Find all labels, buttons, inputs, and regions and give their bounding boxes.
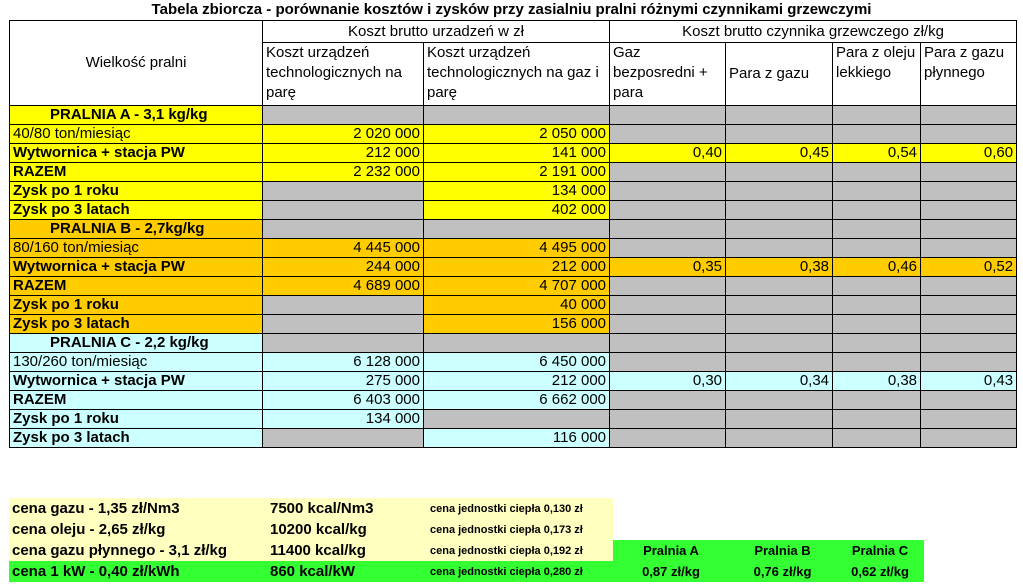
value-cell-g1: 0,35 xyxy=(610,258,726,277)
empty-cell xyxy=(921,277,1017,296)
row-label: RAZEM xyxy=(10,391,263,410)
value-cell-g4: 0,52 xyxy=(921,258,1017,277)
col-steam-oil-header: Para z oleju lekkiego xyxy=(833,43,921,106)
empty-cell xyxy=(263,106,424,125)
empty-cell xyxy=(726,334,833,353)
empty-cell xyxy=(726,410,833,429)
table-row xyxy=(10,163,1017,182)
value-cell-g3: 0,46 xyxy=(833,258,921,277)
price-row xyxy=(9,540,924,561)
value-cell-gas-steam: 40 000 xyxy=(424,296,610,315)
calorific-value: 11400 kcal/kg xyxy=(267,540,427,561)
empty-cell xyxy=(833,429,921,448)
empty-cell xyxy=(726,315,833,334)
row-label: RAZEM xyxy=(10,163,263,182)
row-label: Wytwornica + stacja PW xyxy=(10,258,263,277)
value-cell-steam: 2 020 000 xyxy=(263,125,424,144)
empty-cell xyxy=(833,163,921,182)
row-label: Zysk po 1 roku xyxy=(10,410,263,429)
value-cell-gas-steam: 2 050 000 xyxy=(424,125,610,144)
value-cell-gas-steam: 4 707 000 xyxy=(424,277,610,296)
heat-unit-cost: cena jednostki ciepła 0,130 zł xyxy=(427,498,613,519)
empty-cell xyxy=(921,201,1017,220)
empty-cell xyxy=(833,125,921,144)
blank-cell xyxy=(613,498,729,519)
empty-cell xyxy=(833,220,921,239)
value-cell-gas-steam: 2 191 000 xyxy=(424,163,610,182)
equipment-cost-group-header: Koszt brutto urzadzeń w zł xyxy=(263,21,610,43)
empty-cell xyxy=(726,353,833,372)
value-cell-gas-steam: 402 000 xyxy=(424,201,610,220)
value-cell-g3: 0,54 xyxy=(833,144,921,163)
empty-cell xyxy=(726,391,833,410)
empty-cell xyxy=(726,106,833,125)
empty-cell xyxy=(610,182,726,201)
section-title-b: PRALNIA B - 2,7kg/kg xyxy=(10,220,263,239)
empty-cell xyxy=(726,182,833,201)
row-label: RAZEM xyxy=(10,277,263,296)
col-direct-gas-header: Gaz bezposredni + para xyxy=(610,43,726,106)
blank-cell xyxy=(729,498,836,519)
empty-cell xyxy=(610,125,726,144)
empty-cell xyxy=(921,125,1017,144)
blank-cell xyxy=(729,519,836,540)
section-title-a: PRALNIA A - 3,1 kg/kg xyxy=(10,106,263,125)
price-row xyxy=(9,498,924,519)
table-row xyxy=(10,391,1017,410)
table-row xyxy=(10,410,1017,429)
section-header-row xyxy=(10,106,1017,125)
row-label: Zysk po 1 roku xyxy=(10,182,263,201)
calorific-value: 860 kcal/kW xyxy=(267,561,427,582)
empty-cell xyxy=(424,106,610,125)
row-label: Zysk po 1 roku xyxy=(10,296,263,315)
empty-cell xyxy=(726,277,833,296)
row-label: Zysk po 3 latach xyxy=(10,201,263,220)
section-header-row xyxy=(10,334,1017,353)
row-label: Zysk po 3 latach xyxy=(10,315,263,334)
empty-cell xyxy=(833,353,921,372)
value-cell-gas-steam: 141 000 xyxy=(424,144,610,163)
row-label: 40/80 ton/miesiąc xyxy=(10,125,263,144)
table-row xyxy=(10,239,1017,258)
table-row xyxy=(10,182,1017,201)
value-cell-steam: 6 128 000 xyxy=(263,353,424,372)
row-label-header: Wielkość pralni xyxy=(10,21,263,106)
electric-cost-value: 0,62 zł/kg xyxy=(836,561,924,582)
empty-cell xyxy=(833,334,921,353)
price-name: cena gazu płynnego - 3,1 zł/kg xyxy=(9,540,267,561)
value-cell-steam: 244 000 xyxy=(263,258,424,277)
empty-cell xyxy=(921,410,1017,429)
heat-unit-cost: cena jednostki ciepła 0,280 zł xyxy=(427,561,613,582)
empty-cell xyxy=(833,296,921,315)
section-title-c: PRALNIA C - 2,2 kg/kg xyxy=(10,334,263,353)
empty-cell xyxy=(921,315,1017,334)
value-cell-g2: 0,38 xyxy=(726,258,833,277)
empty-cell xyxy=(921,334,1017,353)
empty-cell xyxy=(921,106,1017,125)
table-row xyxy=(10,315,1017,334)
empty-cell xyxy=(424,410,610,429)
empty-cell xyxy=(610,315,726,334)
empty-cell xyxy=(610,163,726,182)
value-cell-gas-steam: 6 450 000 xyxy=(424,353,610,372)
electric-cost-value: 0,76 zł/kg xyxy=(729,561,836,582)
empty-cell xyxy=(610,429,726,448)
row-label: 80/160 ton/miesiąc xyxy=(10,239,263,258)
price-assumptions-table xyxy=(9,498,924,582)
empty-cell xyxy=(921,429,1017,448)
empty-cell xyxy=(833,410,921,429)
empty-cell xyxy=(610,220,726,239)
empty-cell xyxy=(726,239,833,258)
electric-plant-header: Pralnia A xyxy=(613,540,729,561)
empty-cell xyxy=(610,106,726,125)
electric-plant-header: Pralnia B xyxy=(729,540,836,561)
table-row xyxy=(10,277,1017,296)
table-row xyxy=(10,296,1017,315)
value-cell-g4: 0,60 xyxy=(921,144,1017,163)
empty-cell xyxy=(424,334,610,353)
empty-cell xyxy=(263,429,424,448)
section-header-row xyxy=(10,220,1017,239)
value-cell-steam: 212 000 xyxy=(263,144,424,163)
table-row xyxy=(10,353,1017,372)
table-row xyxy=(10,144,1017,163)
empty-cell xyxy=(610,239,726,258)
blank-cell xyxy=(613,519,729,540)
table-row xyxy=(10,201,1017,220)
empty-cell xyxy=(726,125,833,144)
empty-cell xyxy=(833,277,921,296)
value-cell-steam: 2 232 000 xyxy=(263,163,424,182)
empty-cell xyxy=(263,182,424,201)
value-cell-gas-steam: 212 000 xyxy=(424,258,610,277)
empty-cell xyxy=(610,353,726,372)
table-title: Tabela zbiorcza - porównanie kosztów i zysków przy zasialniu pralni różnymi czynnikami grzewczymi xyxy=(151,1,872,18)
row-label: 130/260 ton/miesiąc xyxy=(10,353,263,372)
value-cell-steam: 4 689 000 xyxy=(263,277,424,296)
empty-cell xyxy=(610,201,726,220)
table-row xyxy=(10,429,1017,448)
value-cell-g1: 0,30 xyxy=(610,372,726,391)
calorific-value: 7500 kcal/Nm3 xyxy=(267,498,427,519)
empty-cell xyxy=(833,106,921,125)
col-steam-gas-header: Para z gazu xyxy=(726,43,833,106)
empty-cell xyxy=(263,315,424,334)
calorific-value: 10200 kcal/kg xyxy=(267,519,427,540)
empty-cell xyxy=(263,296,424,315)
electric-plant-header: Pralnia C xyxy=(836,540,924,561)
empty-cell xyxy=(833,239,921,258)
value-cell-gas-steam: 212 000 xyxy=(424,372,610,391)
table-row xyxy=(10,125,1017,144)
electric-cost-value: 0,87 zł/kg xyxy=(613,561,729,582)
empty-cell xyxy=(610,391,726,410)
empty-cell xyxy=(726,163,833,182)
row-label: Zysk po 3 latach xyxy=(10,429,263,448)
value-cell-g3: 0,38 xyxy=(833,372,921,391)
value-cell-steam: 6 403 000 xyxy=(263,391,424,410)
value-cell-gas-steam: 116 000 xyxy=(424,429,610,448)
table-row xyxy=(10,258,1017,277)
value-cell-g4: 0,43 xyxy=(921,372,1017,391)
empty-cell xyxy=(610,277,726,296)
heat-unit-cost: cena jednostki ciepła 0,173 zł xyxy=(427,519,613,540)
row-label: Wytwornica + stacja PW xyxy=(10,372,263,391)
row-label: Wytwornica + stacja PW xyxy=(10,144,263,163)
empty-cell xyxy=(263,220,424,239)
empty-cell xyxy=(263,334,424,353)
cost-comparison-table xyxy=(9,20,1017,448)
empty-cell xyxy=(726,220,833,239)
value-cell-g1: 0,40 xyxy=(610,144,726,163)
value-cell-g2: 0,34 xyxy=(726,372,833,391)
empty-cell xyxy=(833,391,921,410)
value-cell-g2: 0,45 xyxy=(726,144,833,163)
empty-cell xyxy=(726,429,833,448)
empty-cell xyxy=(610,410,726,429)
empty-cell xyxy=(263,201,424,220)
empty-cell xyxy=(610,296,726,315)
value-cell-gas-steam: 4 495 000 xyxy=(424,239,610,258)
empty-cell xyxy=(833,182,921,201)
empty-cell xyxy=(921,296,1017,315)
col-steam-lpg-header: Para z gazu płynnego xyxy=(921,43,1017,106)
value-cell-gas-steam: 156 000 xyxy=(424,315,610,334)
empty-cell xyxy=(833,315,921,334)
empty-cell xyxy=(921,163,1017,182)
value-cell-steam: 4 445 000 xyxy=(263,239,424,258)
price-name: cena gazu - 1,35 zł/Nm3 xyxy=(9,498,267,519)
empty-cell xyxy=(726,296,833,315)
heating-cost-group-header: Koszt brutto czynnika grzewczego zł/kg xyxy=(610,21,1017,43)
value-cell-steam: 275 000 xyxy=(263,372,424,391)
value-cell-gas-steam: 6 662 000 xyxy=(424,391,610,410)
blank-cell xyxy=(836,519,924,540)
empty-cell xyxy=(833,201,921,220)
price-name: cena oleju - 2,65 zł/kg xyxy=(9,519,267,540)
blank-cell xyxy=(836,498,924,519)
empty-cell xyxy=(921,220,1017,239)
price-row xyxy=(9,519,924,540)
empty-cell xyxy=(921,239,1017,258)
empty-cell xyxy=(921,391,1017,410)
empty-cell xyxy=(726,201,833,220)
empty-cell xyxy=(921,353,1017,372)
value-cell-steam: 134 000 xyxy=(263,410,424,429)
empty-cell xyxy=(610,334,726,353)
table-row xyxy=(10,372,1017,391)
empty-cell xyxy=(424,220,610,239)
price-name: cena 1 kW - 0,40 zł/kWh xyxy=(9,561,267,582)
value-cell-gas-steam: 134 000 xyxy=(424,182,610,201)
col-gas-steam-header: Koszt urządzeń technologicznych na gaz i parę xyxy=(424,43,610,106)
empty-cell xyxy=(921,182,1017,201)
col-steam-header: Koszt urządzeń technologicznych na parę xyxy=(263,43,424,106)
heat-unit-cost: cena jednostki ciepła 0,192 zł xyxy=(427,540,613,561)
price-row xyxy=(9,561,924,582)
